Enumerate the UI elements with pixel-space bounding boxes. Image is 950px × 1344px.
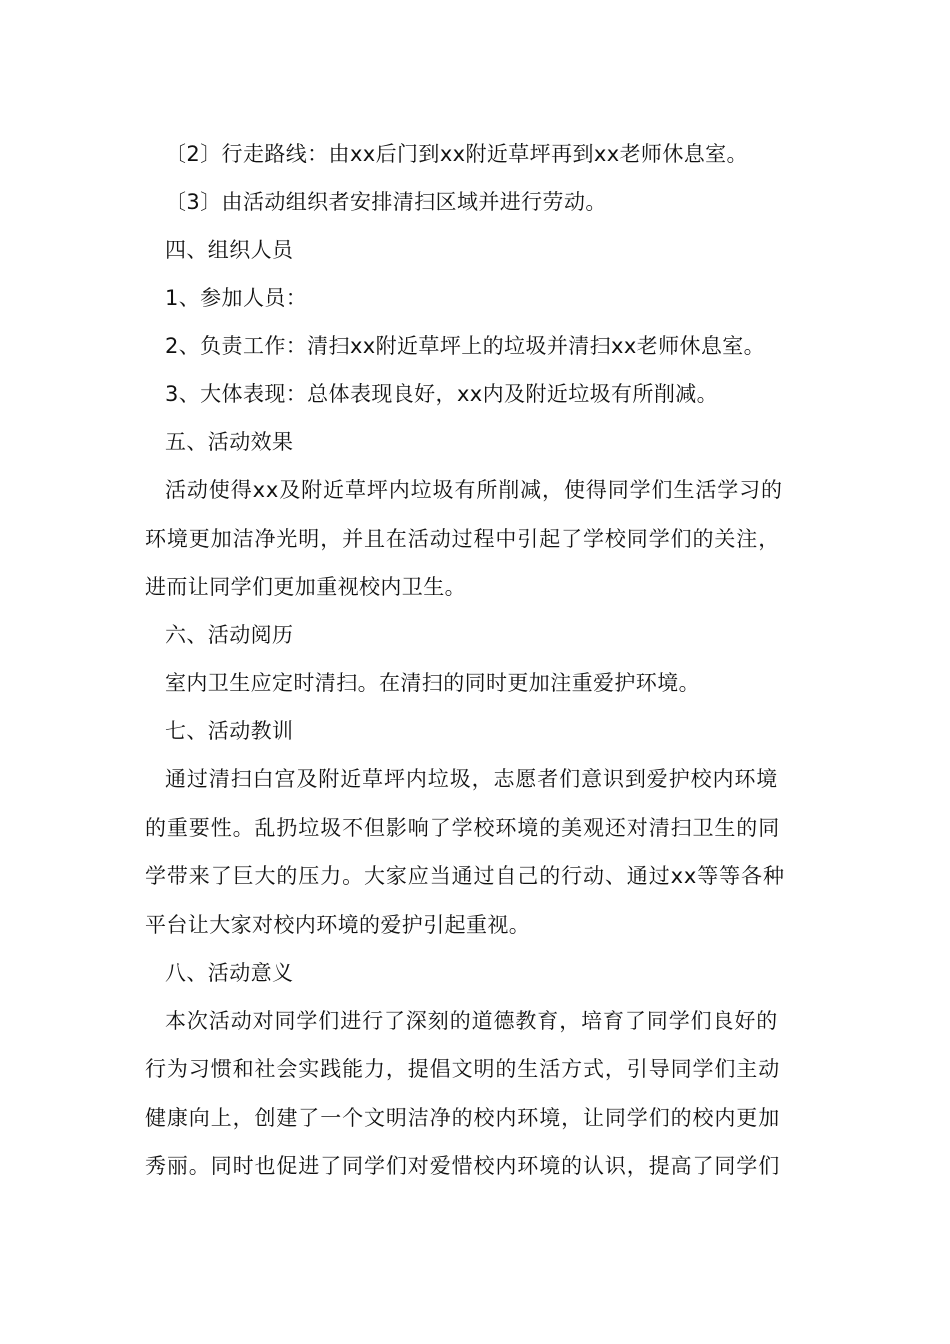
section-heading-effect: 五、活动效果 bbox=[165, 430, 294, 454]
experience-paragraph: 室内卫生应定时清扫。在清扫的同时更加注重爱护环境。 bbox=[165, 671, 700, 695]
effect-paragraph-line-2: 环境更加洁净光明，并且在活动过程中引起了学校同学们的关注， bbox=[145, 526, 781, 551]
cleaning-arrangement-line: 〔3〕由活动组织者安排清扫区域并进行劳动。 bbox=[165, 190, 607, 214]
route-line: 〔2〕行走路线：由xx后门到xx附近草坪再到xx老师休息室。 bbox=[165, 142, 748, 166]
lessons-paragraph-line-1: 通过清扫白宫及附近草坪内垃圾，志愿者们意识到爱护校内环境 bbox=[165, 767, 779, 791]
section-heading-lessons: 七、活动教训 bbox=[165, 719, 294, 743]
responsibilities-line: 2、负责工作：清扫xx附近草坪上的垃圾并清扫xx老师休息室。 bbox=[165, 334, 766, 358]
lessons-paragraph-line-3: 学带来了巨大的压力。大家应当通过自己的行动、通过xx等等各种 bbox=[145, 864, 785, 888]
lessons-paragraph-line-4: 平台让大家对校内环境的爱护引起重视。 bbox=[145, 912, 531, 937]
section-heading-experience: 六、活动阅历 bbox=[165, 623, 294, 647]
significance-paragraph-line-2: 行为习惯和社会实践能力，提倡文明的生活方式，引导同学们主动 bbox=[145, 1057, 781, 1081]
significance-paragraph-line-3: 健康向上，创建了一个文明洁净的校内环境，让同学们的校内更加 bbox=[145, 1105, 781, 1130]
significance-paragraph-line-4: 秀丽。同时也促进了同学们对爱惜校内环境的认识，提高了同学们 bbox=[145, 1154, 781, 1178]
performance-line: 3、大体表现：总体表现良好，xx内及附近垃圾有所削减。 bbox=[165, 382, 719, 406]
section-heading-organizers: 四、组织人员 bbox=[165, 238, 294, 262]
effect-paragraph-line-3: 进而让同学们更加重视校内卫生。 bbox=[145, 575, 466, 599]
participants-line: 1、参加人员： bbox=[165, 286, 308, 310]
lessons-paragraph-line-2: 的重要性。乱扔垃圾不但影响了学校环境的美观还对清扫卫生的同 bbox=[145, 815, 781, 840]
effect-paragraph-line-1: 活动使得xx及附近草坪内垃圾有所削减，使得同学们生活学习的 bbox=[165, 478, 783, 502]
section-heading-significance: 八、活动意义 bbox=[165, 960, 294, 985]
document-body bbox=[145, 130, 809, 1191]
significance-paragraph-line-1: 本次活动对同学们进行了深刻的道德教育，培育了同学们良好的 bbox=[165, 1008, 779, 1033]
